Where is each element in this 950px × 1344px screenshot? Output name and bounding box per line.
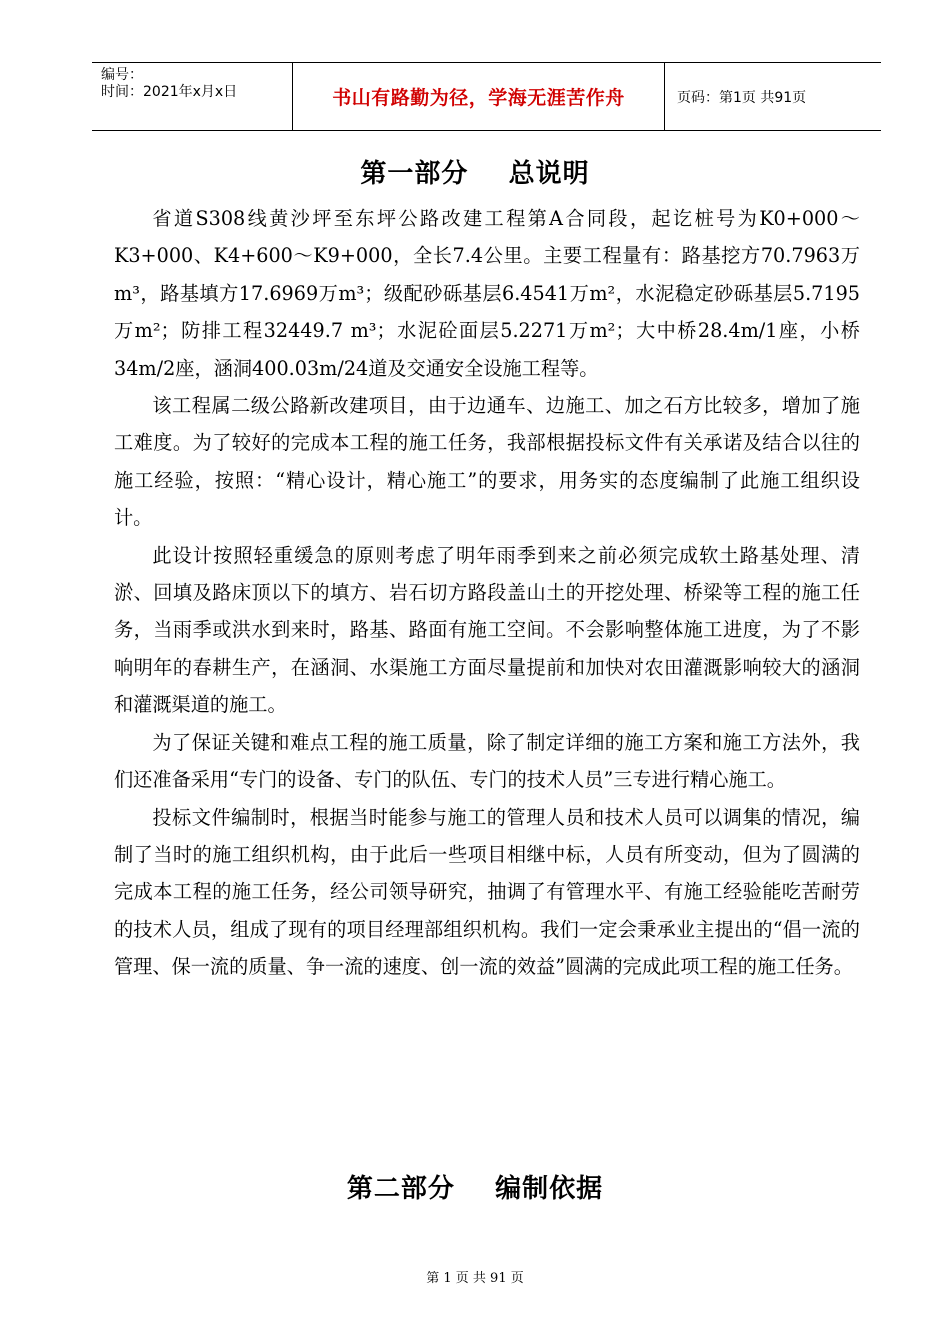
paragraph: 投标文件编制时，根据当时能参与施工的管理人员和技术人员可以调集的情况，编制了当时的施工组织机构，由于此后一些项目相继中标，人员有所变动，但为了圆满的完成本工程的施工任务，经公司领导研究，抽调了有管理水平、有施工经验能吃苦耐劳的技术人员，组成了现有的项目经理部组织机构。我们一定会秉承业主提出的“倡一流的管理、保一流的质量、争一流的速度、创一流的效益”圆满的完成此项工程的施工任务。 [114, 805, 860, 979]
document-time-label: 时间：2021年x月x日 [101, 84, 238, 100]
header-page-number: 页码：第1页 共91页 [677, 89, 807, 106]
page-header [92, 62, 881, 131]
section-title-general: 第一部分 总说明 [360, 159, 590, 189]
paragraph: 此设计按照轻重缓急的原则考虑了明年雨季到来之前必须完成软土路基处理、清淤、回填及路床顶以下的填方、岩石切方路段盖山土的开挖处理、桥梁等工程的施工任务，当雨季或洪水到来时，路基、路面有施工空间。不会影响整体施工进度，为了不影响明年的春耕生产，在涵洞、水渠施工方面尽量提前和加快对农田灌溉影响较大的涵洞和灌溉渠道的施工。 [114, 543, 860, 717]
section-title-basis: 第二部分 编制依据 [346, 1174, 604, 1204]
paragraph: 省道S308线黄沙坪至东坪公路改建工程第A合同段，起讫桩号为K0+000～K3+000、K4+600～K9+000，全长7.4公里。主要工程量有：路基挖方70.7963万m³，路基填方17.6969万m³；级配砂砾基层6.4541万m²，水泥稳定砂砾基层5.7195万m²；防排工程32449.7 m³；水泥砼面层5.2271万m²；大中桥28.4m/1座，小桥34m/2座，涵洞400.03m/24道及交通安全设施工程等。 [114, 207, 860, 380]
header-motto: 书山有路勤为径，学海无涯苦作舟 [293, 63, 665, 130]
paragraph: 该工程属二级公路新改建项目，由于边通车、边施工、加之石方比较多，增加了施工难度。为了较好的完成本工程的施工任务，我部根据投标文件有关承诺及结合以往的施工经验，按照：“精心设计，精心施工”的要求，用务实的态度编制了此施工组织设计。 [114, 394, 860, 530]
paragraph: 为了保证关键和难点工程的施工质量，除了制定详细的施工方案和施工方法外，我们还准备采用“专门的设备、专门的队伍、专门的技术人员”三专进行精心施工。 [114, 730, 860, 792]
document-number-label: 编号： [101, 67, 143, 83]
header-meta [92, 63, 293, 130]
document-body [114, 200, 860, 986]
page-footer: 第 1 页 共 91 页 [426, 1271, 524, 1286]
